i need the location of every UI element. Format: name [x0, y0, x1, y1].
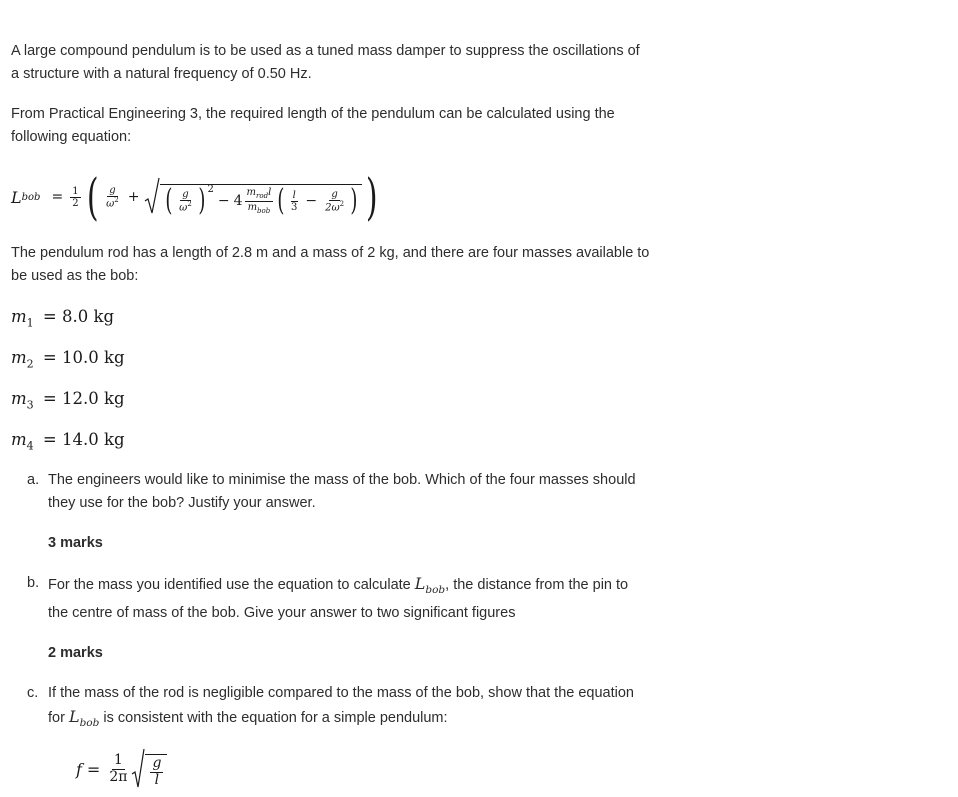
question-b-text: For the mass you identified use the equation to calculate $L_{bob}$, the distance from the pin to the centre of mass of the bob. Give your answer to two significant figures [48, 574, 629, 622]
question-b-marks: 2 marks [48, 645, 103, 662]
close-big-paren: ) [365, 168, 378, 226]
squared-exponent: 2 [207, 183, 214, 195]
mass-option-2: $m_2 = 10.0$ kg [11, 348, 125, 371]
l-over-three-fraction: $\frac{l}{3}$ [290, 189, 298, 213]
mass-option-3: $m_3 = 12.0$ kg [11, 389, 125, 412]
mass-option-4: $m_4 = 14.0$ kg [11, 430, 125, 453]
square-root-g-over-l [131, 748, 167, 790]
g-over-omega-fraction: $\frac{g}{\omega^2}$ [106, 184, 119, 210]
question-c [11, 682, 651, 735]
g-over-omega-fraction-inner: $\frac{g}{\omega^2}$ [179, 188, 192, 214]
g-over-two-omega-fraction: $\frac{g}{2\omega^2}$ [325, 188, 345, 214]
plus-sign: + [127, 188, 140, 205]
question-a-text: The engineers would like to minimise the mass of the bob. Which of the four masses should they use for the bob? Justify your answer. [48, 472, 636, 511]
radical-sign-icon [131, 748, 145, 790]
four-coefficient: 4 [233, 192, 243, 209]
open-big-paren: ( [86, 168, 99, 226]
question-c-text: If the mass of the rod is negligible compared to the mass of the bob, show that the equation for $L_{bob}$ is consistent with the equation for a simple pendulum: [48, 685, 634, 730]
mass-option-1: $m_1 = 8.0$ kg [11, 307, 115, 330]
equals-sign: = [51, 188, 64, 205]
rod-description: The pendulum rod has a length of 2.8 m and a mass of 2 kg, and there are four masses available to be used as the bob: [11, 245, 650, 284]
question-page [11, 40, 651, 795]
minus-sign: − [217, 192, 230, 209]
mass-ratio-fraction: $\frac{m_{rod}l}{m_{bob}}$ [246, 186, 272, 215]
question-list [11, 469, 651, 735]
intro-paragraph-2: From Practical Engineering 3, the required length of the pendulum can be calculated using the following equation: [11, 106, 615, 145]
question-b [11, 572, 651, 665]
question-letter: b. [27, 575, 40, 591]
lhs-subscript: bob [21, 191, 41, 203]
inline-L-bob: $L_{bob}$ [68, 707, 100, 730]
intro-paragraph-1: A large compound pendulum is to be used as a tuned mass damper to suppress the oscillations of a structure with a natural frequency of 0.50 Hz. [11, 43, 640, 82]
simple-pendulum-equation: f = $\frac{1}{2\pi}$ $\frac{g}{l}$ [76, 743, 651, 795]
half-fraction: $\frac{1}{2}$ [72, 185, 79, 209]
question-letter: c. [27, 685, 39, 702]
question-a-marks: 3 marks [48, 535, 103, 551]
question-letter: a. [27, 472, 40, 488]
lhs-symbol: L [11, 187, 22, 207]
inline-L-bob: $L_{bob}$ [414, 574, 446, 597]
pendulum-length-equation [11, 166, 651, 228]
radical-sign-icon [144, 177, 160, 217]
g-over-l-fraction: $\frac{g}{l}$ [152, 755, 162, 788]
square-root: ( $\frac{g}{\omega^2}$ ) $^2$ − 4 $\frac{m_{rod}l}{m_{bob}}$ ( $\frac{l}{3}$ − $\frac{g}{2\omega^2}$ ) [144, 177, 361, 217]
question-a [11, 469, 651, 555]
one-over-two-pi-fraction: $\frac{1}{2\pi}$ [109, 752, 128, 785]
